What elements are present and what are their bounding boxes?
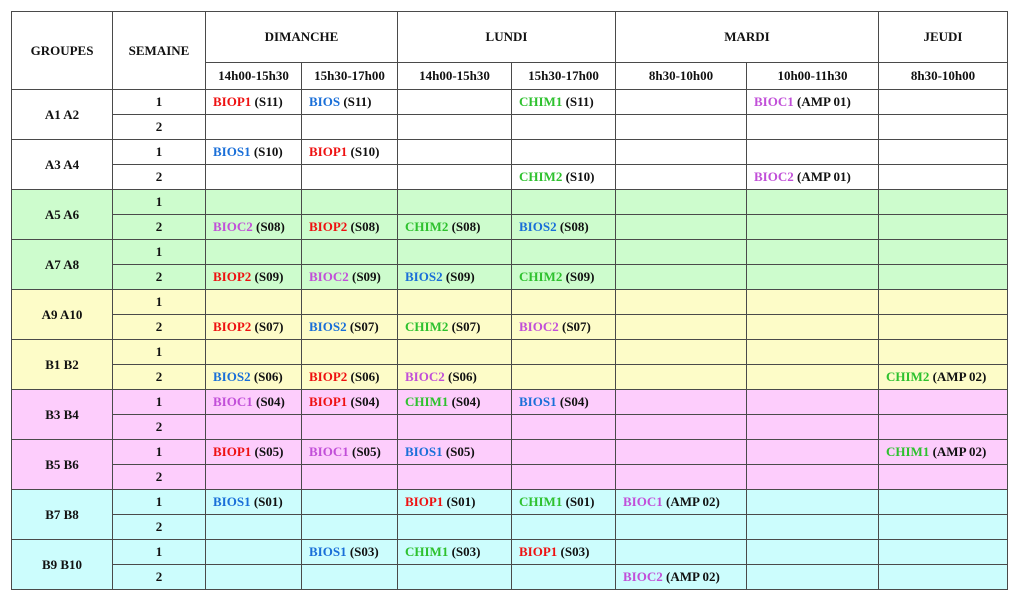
empty-cell bbox=[302, 190, 398, 215]
room-label: (S05) bbox=[254, 444, 284, 459]
group-label: B9 B10 bbox=[12, 540, 113, 590]
week-number: 2 bbox=[113, 515, 206, 540]
empty-cell bbox=[398, 165, 512, 190]
empty-cell bbox=[398, 90, 512, 115]
empty-cell bbox=[512, 465, 616, 490]
table-row bbox=[12, 190, 1008, 215]
empty-cell bbox=[747, 565, 879, 590]
empty-cell bbox=[206, 540, 302, 565]
schedule-table bbox=[11, 11, 1008, 590]
session-cell bbox=[398, 315, 512, 340]
table-row bbox=[12, 265, 1008, 290]
header-day-jeudi: JEUDI bbox=[879, 12, 1008, 63]
empty-cell bbox=[616, 115, 747, 140]
session-cell bbox=[879, 365, 1008, 390]
empty-cell bbox=[616, 90, 747, 115]
empty-cell bbox=[747, 340, 879, 365]
group-label: B7 B8 bbox=[12, 490, 113, 540]
empty-cell bbox=[616, 215, 747, 240]
table-row bbox=[12, 240, 1008, 265]
week-number: 1 bbox=[113, 190, 206, 215]
empty-cell bbox=[206, 340, 302, 365]
empty-cell bbox=[302, 490, 398, 515]
empty-cell bbox=[302, 165, 398, 190]
session-cell bbox=[302, 540, 398, 565]
group-label: A3 A4 bbox=[12, 140, 113, 190]
empty-cell bbox=[879, 490, 1008, 515]
empty-cell bbox=[879, 215, 1008, 240]
course-code: BIOC2 bbox=[754, 169, 794, 184]
room-label: (AMP 02) bbox=[665, 569, 720, 584]
room-label: (S11) bbox=[343, 94, 372, 109]
course-code: CHIM2 bbox=[519, 169, 563, 184]
session-cell bbox=[398, 490, 512, 515]
room-label: (S08) bbox=[350, 219, 380, 234]
empty-cell bbox=[512, 240, 616, 265]
course-code: BIOS2 bbox=[519, 219, 557, 234]
room-label: (S08) bbox=[451, 219, 481, 234]
course-code: BIOC1 bbox=[754, 94, 794, 109]
empty-cell bbox=[512, 365, 616, 390]
table-row bbox=[12, 315, 1008, 340]
empty-cell bbox=[206, 190, 302, 215]
empty-cell bbox=[879, 265, 1008, 290]
empty-cell bbox=[398, 115, 512, 140]
course-code: CHIM2 bbox=[405, 319, 449, 334]
room-label: (S06) bbox=[447, 369, 477, 384]
room-label: (S07) bbox=[451, 319, 481, 334]
empty-cell bbox=[616, 390, 747, 415]
header-slot: 8h30-10h00 bbox=[879, 63, 1008, 90]
empty-cell bbox=[616, 340, 747, 365]
empty-cell bbox=[747, 365, 879, 390]
course-code: BIOC1 bbox=[623, 494, 663, 509]
room-label: (AMP 01) bbox=[796, 169, 851, 184]
empty-cell bbox=[512, 290, 616, 315]
empty-cell bbox=[302, 290, 398, 315]
course-code: CHIM1 bbox=[405, 544, 449, 559]
session-cell bbox=[302, 215, 398, 240]
empty-cell bbox=[616, 265, 747, 290]
room-label: (S01) bbox=[253, 494, 283, 509]
course-code: BIOC2 bbox=[309, 269, 349, 284]
empty-cell bbox=[206, 465, 302, 490]
course-code: BIOC1 bbox=[213, 394, 253, 409]
room-label: (AMP 02) bbox=[665, 494, 720, 509]
header-row-days bbox=[12, 12, 1008, 63]
empty-cell bbox=[398, 290, 512, 315]
table-row bbox=[12, 415, 1008, 440]
room-label: (AMP 02) bbox=[932, 369, 987, 384]
course-code: BIOC1 bbox=[309, 444, 349, 459]
session-cell bbox=[398, 365, 512, 390]
empty-cell bbox=[512, 515, 616, 540]
group-label: A5 A6 bbox=[12, 190, 113, 240]
week-number: 2 bbox=[113, 365, 206, 390]
header-slot: 14h00-15h30 bbox=[206, 63, 302, 90]
course-code: BIOP2 bbox=[213, 269, 252, 284]
session-cell bbox=[747, 165, 879, 190]
room-label: (S10) bbox=[253, 144, 283, 159]
header-day-mardi: MARDI bbox=[616, 12, 879, 63]
session-cell bbox=[512, 215, 616, 240]
room-label: (S03) bbox=[349, 544, 379, 559]
course-code: BIOS1 bbox=[309, 544, 347, 559]
course-code: CHIM1 bbox=[886, 444, 930, 459]
empty-cell bbox=[398, 565, 512, 590]
group-label: A7 A8 bbox=[12, 240, 113, 290]
empty-cell bbox=[747, 190, 879, 215]
empty-cell bbox=[616, 165, 747, 190]
table-row bbox=[12, 440, 1008, 465]
session-cell bbox=[512, 315, 616, 340]
empty-cell bbox=[879, 465, 1008, 490]
week-number: 2 bbox=[113, 165, 206, 190]
group-label: B5 B6 bbox=[12, 440, 113, 490]
empty-cell bbox=[879, 540, 1008, 565]
empty-cell bbox=[302, 515, 398, 540]
empty-cell bbox=[747, 465, 879, 490]
course-code: BIOP1 bbox=[213, 444, 252, 459]
week-number: 2 bbox=[113, 115, 206, 140]
header-semaine: SEMAINE bbox=[113, 12, 206, 90]
table-row bbox=[12, 565, 1008, 590]
course-code: BIOS2 bbox=[309, 319, 347, 334]
session-cell bbox=[302, 365, 398, 390]
table-row bbox=[12, 540, 1008, 565]
empty-cell bbox=[616, 415, 747, 440]
empty-cell bbox=[616, 315, 747, 340]
room-label: (S04) bbox=[350, 394, 380, 409]
room-label: (S03) bbox=[451, 544, 481, 559]
session-cell bbox=[512, 540, 616, 565]
week-number: 2 bbox=[113, 265, 206, 290]
course-code: BIOP2 bbox=[309, 369, 348, 384]
empty-cell bbox=[879, 340, 1008, 365]
empty-cell bbox=[879, 90, 1008, 115]
empty-cell bbox=[747, 140, 879, 165]
empty-cell bbox=[747, 115, 879, 140]
course-code: BIOS2 bbox=[405, 269, 443, 284]
week-number: 2 bbox=[113, 315, 206, 340]
course-code: BIOP2 bbox=[213, 319, 252, 334]
session-cell bbox=[302, 90, 398, 115]
course-code: BIOS1 bbox=[405, 444, 443, 459]
week-number: 1 bbox=[113, 490, 206, 515]
empty-cell bbox=[616, 440, 747, 465]
room-label: (S07) bbox=[561, 319, 591, 334]
room-label: (S09) bbox=[445, 269, 475, 284]
session-cell bbox=[616, 565, 747, 590]
schedule-header bbox=[12, 12, 1008, 90]
header-day-dimanche: DIMANCHE bbox=[206, 12, 398, 63]
empty-cell bbox=[398, 515, 512, 540]
course-code: BIOP2 bbox=[309, 219, 348, 234]
week-number: 2 bbox=[113, 415, 206, 440]
empty-cell bbox=[747, 390, 879, 415]
room-label: (S05) bbox=[445, 444, 475, 459]
course-code: BIOS1 bbox=[213, 144, 251, 159]
session-cell bbox=[302, 140, 398, 165]
course-code: CHIM1 bbox=[519, 94, 563, 109]
week-number: 1 bbox=[113, 140, 206, 165]
header-slot: 14h00-15h30 bbox=[398, 63, 512, 90]
empty-cell bbox=[512, 140, 616, 165]
session-cell bbox=[398, 265, 512, 290]
table-row bbox=[12, 115, 1008, 140]
empty-cell bbox=[747, 540, 879, 565]
session-cell bbox=[512, 165, 616, 190]
course-code: BIOP1 bbox=[309, 144, 348, 159]
room-label: (S03) bbox=[560, 544, 590, 559]
session-cell bbox=[206, 440, 302, 465]
course-code: CHIM2 bbox=[405, 219, 449, 234]
session-cell bbox=[512, 90, 616, 115]
room-label: (S09) bbox=[351, 269, 381, 284]
table-row bbox=[12, 165, 1008, 190]
empty-cell bbox=[398, 415, 512, 440]
room-label: (S11) bbox=[254, 94, 283, 109]
room-label: (S08) bbox=[559, 219, 589, 234]
room-label: (S01) bbox=[565, 494, 595, 509]
empty-cell bbox=[398, 140, 512, 165]
session-cell bbox=[206, 365, 302, 390]
empty-cell bbox=[879, 315, 1008, 340]
session-cell bbox=[206, 215, 302, 240]
empty-cell bbox=[747, 290, 879, 315]
table-row bbox=[12, 465, 1008, 490]
room-label: (S06) bbox=[350, 369, 380, 384]
table-row bbox=[12, 515, 1008, 540]
session-cell bbox=[398, 390, 512, 415]
empty-cell bbox=[616, 365, 747, 390]
course-code: BIOS1 bbox=[213, 494, 251, 509]
room-label: (S07) bbox=[349, 319, 379, 334]
empty-cell bbox=[616, 190, 747, 215]
empty-cell bbox=[879, 190, 1008, 215]
week-number: 2 bbox=[113, 465, 206, 490]
room-label: (S10) bbox=[350, 144, 380, 159]
session-cell bbox=[206, 315, 302, 340]
empty-cell bbox=[302, 565, 398, 590]
empty-cell bbox=[206, 415, 302, 440]
course-code: CHIM2 bbox=[519, 269, 563, 284]
empty-cell bbox=[302, 115, 398, 140]
course-code: CHIM1 bbox=[519, 494, 563, 509]
session-cell bbox=[398, 440, 512, 465]
empty-cell bbox=[512, 115, 616, 140]
session-cell bbox=[206, 140, 302, 165]
room-label: (S04) bbox=[255, 394, 285, 409]
empty-cell bbox=[879, 565, 1008, 590]
table-row bbox=[12, 365, 1008, 390]
empty-cell bbox=[616, 540, 747, 565]
schedule-wrapper bbox=[11, 11, 1008, 590]
room-label: (S08) bbox=[255, 219, 285, 234]
empty-cell bbox=[616, 465, 747, 490]
session-cell bbox=[302, 440, 398, 465]
empty-cell bbox=[747, 415, 879, 440]
room-label: (S09) bbox=[565, 269, 595, 284]
empty-cell bbox=[398, 240, 512, 265]
room-label: (S01) bbox=[446, 494, 476, 509]
empty-cell bbox=[302, 415, 398, 440]
session-cell bbox=[398, 540, 512, 565]
empty-cell bbox=[747, 515, 879, 540]
empty-cell bbox=[747, 440, 879, 465]
empty-cell bbox=[616, 515, 747, 540]
session-cell bbox=[747, 90, 879, 115]
empty-cell bbox=[879, 140, 1008, 165]
course-code: BIOS bbox=[309, 94, 341, 109]
room-label: (AMP 02) bbox=[932, 444, 987, 459]
session-cell bbox=[302, 390, 398, 415]
week-number: 1 bbox=[113, 90, 206, 115]
course-code: CHIM2 bbox=[886, 369, 930, 384]
session-cell bbox=[879, 440, 1008, 465]
session-cell bbox=[206, 265, 302, 290]
table-row bbox=[12, 90, 1008, 115]
table-row bbox=[12, 215, 1008, 240]
session-cell bbox=[206, 490, 302, 515]
empty-cell bbox=[206, 115, 302, 140]
empty-cell bbox=[398, 465, 512, 490]
empty-cell bbox=[616, 140, 747, 165]
week-number: 1 bbox=[113, 540, 206, 565]
session-cell bbox=[302, 315, 398, 340]
empty-cell bbox=[879, 165, 1008, 190]
course-code: BIOP1 bbox=[519, 544, 558, 559]
empty-cell bbox=[206, 515, 302, 540]
group-label: A9 A10 bbox=[12, 290, 113, 340]
session-cell bbox=[398, 215, 512, 240]
week-number: 2 bbox=[113, 215, 206, 240]
header-slot: 10h00-11h30 bbox=[747, 63, 879, 90]
empty-cell bbox=[879, 515, 1008, 540]
session-cell bbox=[206, 390, 302, 415]
empty-cell bbox=[206, 165, 302, 190]
empty-cell bbox=[206, 565, 302, 590]
room-label: (S06) bbox=[253, 369, 283, 384]
empty-cell bbox=[398, 340, 512, 365]
week-number: 1 bbox=[113, 290, 206, 315]
empty-cell bbox=[879, 115, 1008, 140]
week-number: 1 bbox=[113, 340, 206, 365]
empty-cell bbox=[747, 215, 879, 240]
session-cell bbox=[206, 90, 302, 115]
empty-cell bbox=[302, 240, 398, 265]
empty-cell bbox=[747, 240, 879, 265]
empty-cell bbox=[206, 290, 302, 315]
session-cell bbox=[512, 265, 616, 290]
session-cell bbox=[616, 490, 747, 515]
course-code: BIOC2 bbox=[213, 219, 253, 234]
room-label: (S04) bbox=[451, 394, 481, 409]
group-label: A1 A2 bbox=[12, 90, 113, 140]
week-number: 1 bbox=[113, 240, 206, 265]
course-code: BIOC2 bbox=[519, 319, 559, 334]
room-label: (AMP 01) bbox=[796, 94, 851, 109]
empty-cell bbox=[616, 240, 747, 265]
course-code: BIOS2 bbox=[213, 369, 251, 384]
week-number: 2 bbox=[113, 565, 206, 590]
course-code: BIOC2 bbox=[405, 369, 445, 384]
empty-cell bbox=[512, 440, 616, 465]
empty-cell bbox=[512, 340, 616, 365]
empty-cell bbox=[879, 290, 1008, 315]
empty-cell bbox=[879, 240, 1008, 265]
course-code: BIOP1 bbox=[213, 94, 252, 109]
room-label: (S04) bbox=[559, 394, 589, 409]
table-row bbox=[12, 390, 1008, 415]
session-cell bbox=[512, 490, 616, 515]
empty-cell bbox=[302, 465, 398, 490]
course-code: CHIM1 bbox=[405, 394, 449, 409]
empty-cell bbox=[512, 190, 616, 215]
header-slot: 8h30-10h00 bbox=[616, 63, 747, 90]
empty-cell bbox=[512, 415, 616, 440]
header-groupes: GROUPES bbox=[12, 12, 113, 90]
room-label: (S10) bbox=[565, 169, 595, 184]
session-cell bbox=[302, 265, 398, 290]
table-row bbox=[12, 140, 1008, 165]
room-label: (S05) bbox=[351, 444, 381, 459]
empty-cell bbox=[879, 415, 1008, 440]
empty-cell bbox=[747, 265, 879, 290]
session-cell bbox=[512, 390, 616, 415]
schedule-body bbox=[12, 90, 1008, 590]
room-label: (S09) bbox=[254, 269, 284, 284]
group-label: B1 B2 bbox=[12, 340, 113, 390]
course-code: BIOP1 bbox=[309, 394, 348, 409]
empty-cell bbox=[398, 190, 512, 215]
week-number: 1 bbox=[113, 390, 206, 415]
empty-cell bbox=[206, 240, 302, 265]
empty-cell bbox=[616, 290, 747, 315]
course-code: BIOP1 bbox=[405, 494, 444, 509]
header-slot: 15h30-17h00 bbox=[512, 63, 616, 90]
empty-cell bbox=[879, 390, 1008, 415]
header-slot: 15h30-17h00 bbox=[302, 63, 398, 90]
empty-cell bbox=[302, 340, 398, 365]
course-code: BIOS1 bbox=[519, 394, 557, 409]
empty-cell bbox=[747, 490, 879, 515]
table-row bbox=[12, 490, 1008, 515]
table-row bbox=[12, 340, 1008, 365]
table-row bbox=[12, 290, 1008, 315]
week-number: 1 bbox=[113, 440, 206, 465]
course-code: BIOC2 bbox=[623, 569, 663, 584]
group-label: B3 B4 bbox=[12, 390, 113, 440]
room-label: (S07) bbox=[254, 319, 284, 334]
empty-cell bbox=[747, 315, 879, 340]
header-day-lundi: LUNDI bbox=[398, 12, 616, 63]
room-label: (S11) bbox=[565, 94, 594, 109]
empty-cell bbox=[512, 565, 616, 590]
